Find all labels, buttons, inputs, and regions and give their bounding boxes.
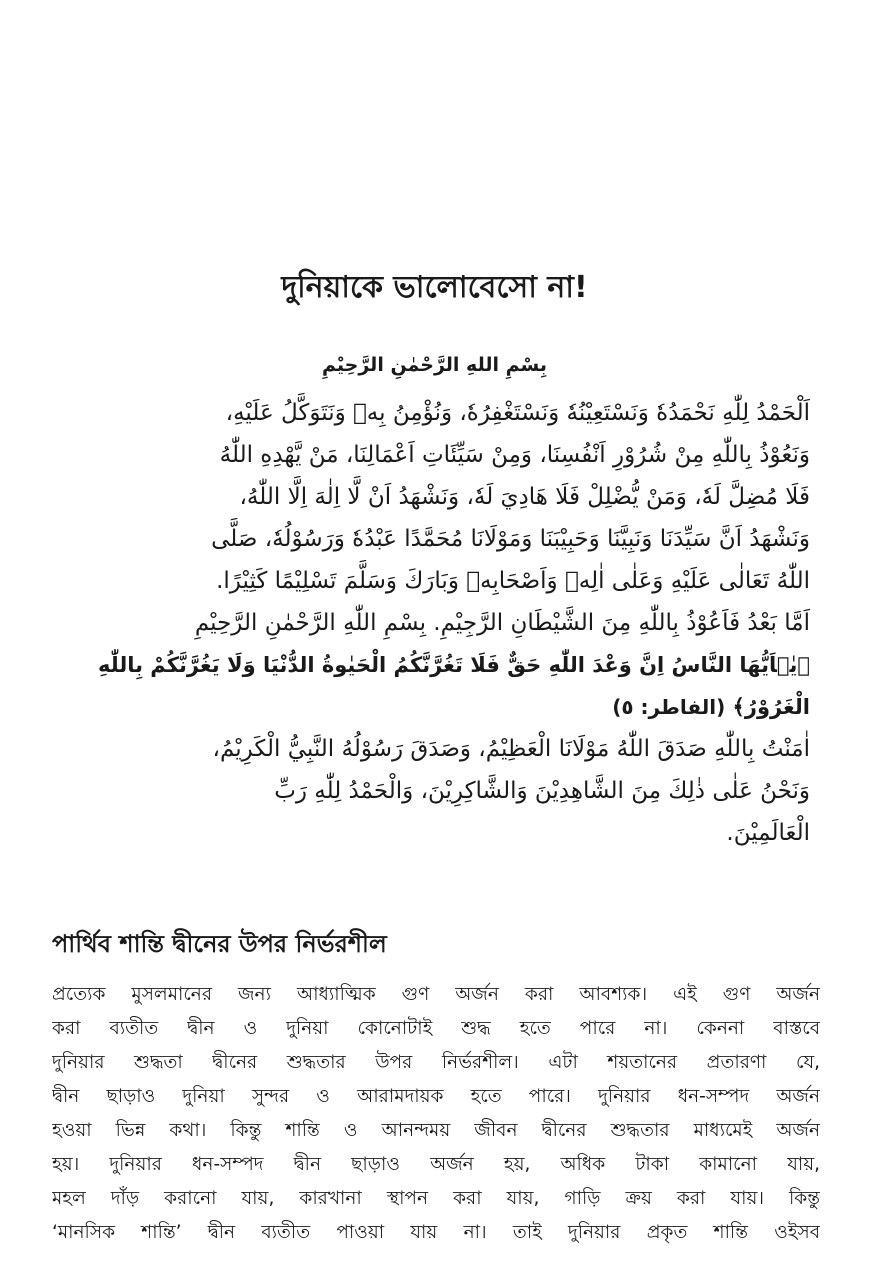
section-heading: পার্থিব শান্তি দ্বীনের উপর নির্ভরশীল [52, 930, 387, 958]
body-line: দুনিয়ার শুদ্ধতা দ্বীনের শুদ্ধতার উপর নির্ভরশীল। এটা শয়তানের প্রতারণা যে, [52, 1052, 820, 1073]
page-title: দুনিয়াকে ভালোবেসো না! [281, 270, 588, 305]
arabic-line: فَلَا مُضِلَّ لَهٗ، وَمَنْ يُّضْلِلْ فَلَا هَادِيَ لَهٗ، وَنَشْهَدُ اَنْ لَّا اِلٰهَ اِلَّا اللّٰهُ، [239, 484, 810, 510]
arabic-line: اَمَّا بَعْدُ فَاَعُوْذُ بِاللّٰهِ مِنَ الشَّيْطَانِ الرَّجِيْمِ. بِسْمِ اللّٰهِ الرَّحْمٰنِ الرَّحِيْمِ [194, 610, 810, 636]
body-line: দ্বীন ছাড়াও দুনিয়া সুন্দর ও আরামদায়ক হতে পারে। দুনিয়ার ধন-সম্পদ অর্জন [52, 1086, 820, 1107]
body-line: প্রত্যেক মুসলমানের জন্য আধ্যাত্মিক গুণ অর্জন করা আবশ্যক। এই গুণ অর্জন [52, 984, 820, 1005]
arabic-line: وَنَعُوْذُ بِاللّٰهِ مِنْ شُرُوْرِ اَنْفُسِنَا، وَمِنْ سَيِّئَاتِ اَعْمَالِنَا، مَنْ يَّهْدِهِ اللّٰهُ [219, 442, 810, 468]
body-line: ‘মানসিক শান্তি’ দ্বীন ব্যতীত পাওয়া যায় না। তাই দুনিয়ার প্রকৃত শান্তি ওইসব [52, 1222, 820, 1243]
arabic-line: اَلْحَمْدُ لِلّٰهِ نَحْمَدُهٗ وَنَسْتَعِيْنُهٗ وَنَسْتَغْفِرُهٗ، وَنُؤْمِنُ بِهٖ وَنَتَوَكَّلُ عَلَيْهِ، [225, 400, 810, 426]
body-paragraph [52, 978, 820, 1250]
arabic-line: وَنَشْهَدُ اَنَّ سَيِّدَنَا وَنَبِيَّنَا وَحَبِيْبَنَا وَمَوْلَانَا مُحَمَّدًا عَبْدُهٗ وَرَسُوْلُهٗ، صَلَّى [211, 526, 810, 552]
arabic-opening-block [60, 392, 810, 854]
body-line: হয়। দুনিয়ার ধন-সম্পদ দ্বীন ছাড়াও অর্জন হয়, অধিক টাকা কামানো যায়, [52, 1154, 820, 1175]
basmala-line: بِسْمِ اللهِ الرَّحْمٰنِ الرَّحِيْمِ [322, 354, 547, 376]
quran-verse-line: ﴿يٰۤاَيُّهَا النَّاسُ اِنَّ وَعْدَ اللّٰهِ حَقٌّ فَلَا تَغُرَّنَّكُمُ الْحَيٰوةُ الدُّنْيَا وَلَا يَغُرَّنَّكُمْ بِاللّٰهِ [98, 653, 810, 677]
arabic-closing-line: الْعَالَمِيْنَ. [726, 820, 810, 846]
quran-verse-end-line [60, 686, 810, 728]
arabic-line: اللّٰهُ تَعَالٰى عَلَيْهِ وَعَلٰى اٰلِهٖ وَاَصْحَابِهٖ وَبَارَكَ وَسَلَّمَ تَسْلِيْمًا كَثِيْرًا. [216, 568, 810, 594]
quran-verse-end: الْغَرُوْرُ﴾ [732, 695, 810, 719]
body-line: করা ব্যতীত দ্বীন ও দুনিয়া কোনোটাই শুদ্ধ হতে পারে না। কেননা বাস্তবে [52, 1018, 820, 1039]
body-line: হওয়া ভিন্ন কথা। কিন্তু শান্তি ও আনন্দময় জীবন দ্বীনের শুদ্ধতার মাধ্যমেই অর্জন [52, 1120, 820, 1141]
body-line: মহল দাঁড় করানো যায়, কারখানা স্থাপন করা যায়, গাড়ি ক্রয় করা যায়। কিন্তু [52, 1188, 820, 1209]
arabic-closing-line: وَنَحْنُ عَلٰى ذٰلِكَ مِنَ الشَّاهِدِيْنَ وَالشَّاكِرِيْنَ، وَالْحَمْدُ لِلّٰهِ رَبِّ [274, 778, 810, 804]
arabic-closing-line: اٰمَنْتُ بِاللّٰهِ صَدَقَ اللّٰهُ مَوْلَانَا الْعَظِيْمُ، وَصَدَقَ رَسُوْلُهُ النَّبِيُّ الْكَرِيْمُ، [212, 736, 810, 762]
verse-reference: (الفاطر: ٥) [612, 695, 726, 719]
